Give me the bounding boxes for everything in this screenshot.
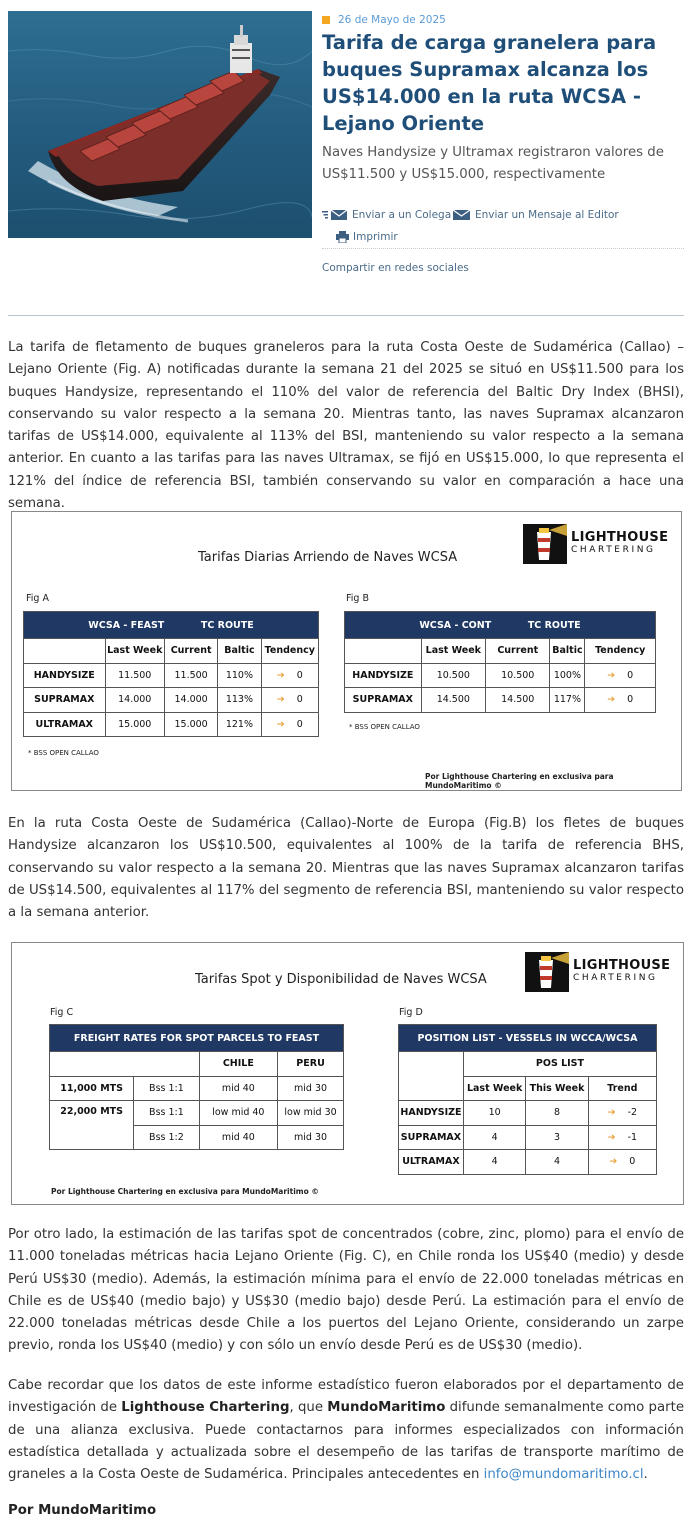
cell: 4: [463, 1150, 525, 1175]
fig-b-col: Tendency: [585, 639, 656, 664]
fig-a-col: Last Week: [105, 639, 164, 664]
send-editor-link[interactable]: [453, 209, 619, 221]
row-label: SUPRAMAX: [24, 688, 106, 713]
cell: 10.500: [486, 663, 550, 688]
row-label: 22,000 MTS: [50, 1101, 134, 1150]
arrow-right-icon: ➔: [276, 718, 285, 730]
fig-b-corner: [345, 639, 422, 664]
send-colleague-icon: [322, 209, 348, 221]
tendency-cell: [585, 688, 656, 713]
arrow-right-icon: ➔: [607, 1131, 616, 1143]
figure-daily-rates: [11, 511, 682, 791]
row-label: ULTRAMAX: [24, 712, 106, 737]
cell: 117%: [550, 688, 585, 713]
lighthouse-logo-icon: [523, 524, 567, 564]
row-label: ULTRAMAX: [399, 1150, 464, 1175]
cell: Bss 1:1: [134, 1076, 199, 1101]
tendency-cell: [585, 663, 656, 688]
fig-b-note: * BSS OPEN CALLAO: [349, 723, 420, 731]
fig-a-header-left: WCSA - FEAST: [88, 619, 165, 631]
p4-text: .: [643, 1467, 648, 1483]
cell: 14.000: [105, 688, 164, 713]
tendency-cell: [261, 712, 318, 737]
cell: 4: [463, 1125, 525, 1150]
fig-b-header-left: WCSA - CONT: [419, 619, 492, 631]
body-paragraph-4: [8, 1375, 684, 1486]
fig-c-col: CHILE: [199, 1052, 277, 1077]
cell: -2: [627, 1107, 638, 1119]
fig-a-col: Current: [164, 639, 217, 664]
fig-a-header: [24, 612, 319, 639]
cell: 10: [463, 1101, 525, 1126]
trend-cell: [588, 1125, 656, 1150]
arrow-right-icon: ➔: [607, 694, 616, 706]
table-row: [345, 663, 656, 688]
cell: 15.000: [105, 712, 164, 737]
table-row: [50, 1076, 344, 1101]
fig-d-col: This Week: [526, 1076, 588, 1101]
article-hero-image: [8, 11, 312, 238]
tendency-cell: [261, 663, 318, 688]
figure2-title: Tarifas Spot y Disponibilidad de Naves WCSA: [195, 972, 487, 987]
cell: mid 40: [199, 1076, 277, 1101]
article-date-text: 26 de Mayo de 2025: [338, 14, 446, 26]
mail-icon: [453, 209, 471, 221]
fig-d-table: [398, 1024, 657, 1175]
cell: 10.500: [421, 663, 485, 688]
trend-cell: [588, 1150, 656, 1175]
cell: 15.000: [164, 712, 217, 737]
row-label: 11,000 MTS: [50, 1076, 134, 1101]
cell: mid 30: [278, 1125, 344, 1150]
table-row: [399, 1150, 657, 1175]
row-label: SUPRAMAX: [345, 688, 422, 713]
cell: 3: [526, 1125, 588, 1150]
figure1-credit: Por Lighthouse Chartering en exclusiva para MundoMaritimo ©: [425, 772, 614, 790]
cell: 0: [296, 718, 303, 730]
fig-a-table: [23, 611, 319, 737]
cell: 0: [296, 694, 303, 706]
fig-c-table: [49, 1024, 344, 1150]
fig-c-label: Fig C: [50, 1007, 74, 1018]
table-row: [399, 1101, 657, 1126]
fig-b-col: Baltic: [550, 639, 585, 664]
row-label: SUPRAMAX: [399, 1125, 464, 1150]
cell: 8: [526, 1101, 588, 1126]
cell: Bss 1:1: [134, 1101, 199, 1126]
fig-d-col: Last Week: [463, 1076, 525, 1101]
lighthouse-logo: [523, 524, 668, 564]
fig-d-group: POS LIST: [463, 1052, 656, 1077]
cell: 14.500: [421, 688, 485, 713]
body-paragraph-1: La tarifa de fletamento de buques graneleros para la ruta Costa Oeste de Sudamérica (Callao) – Lejano Oriente (Fig. A) notificadas durante la semana 21 del 2025 se situó en US$11.500 para los buques Handysize, representando el 110% del valor de referencia del Baltic Dry Index (BHSI), conservando su valor respecto a la semana 20. Mientras tanto, las naves Supramax alcanzaron tarifas de US$14.000, equivalente al 113% del BSI, manteniendo su valor respecto a la semana anterior. En cuanto a las tarifas para las naves Ultramax, se fijó en US$15.000, lo que representa el 121% del índice de referencia BSI, también conservando su valor en comparación a hace una semana.: [8, 340, 684, 512]
logo-line1: LIGHTHOUSE: [571, 530, 669, 545]
lighthouse-logo-icon: [525, 952, 569, 992]
contact-email-link[interactable]: info@mundomaritimo.cl: [483, 1467, 644, 1483]
fig-a-col: Tendency: [261, 639, 318, 664]
mundomaritimo-name: MundoMaritimo: [327, 1400, 446, 1416]
article-date: [322, 14, 446, 26]
fig-b-col: Last Week: [421, 639, 485, 664]
send-colleague-label: Enviar a un Colega: [352, 209, 452, 221]
cell: 0: [627, 669, 634, 681]
table-row: [24, 688, 319, 713]
fig-c-col: PERU: [278, 1052, 344, 1077]
fig-d-col: Trend: [588, 1076, 656, 1101]
fig-d-corner: [399, 1052, 464, 1101]
table-row: [24, 663, 319, 688]
cell: 113%: [218, 688, 261, 713]
row-label: HANDYSIZE: [345, 663, 422, 688]
fig-a-label: Fig A: [26, 593, 49, 604]
row-label: HANDYSIZE: [24, 663, 106, 688]
fig-d-header: POSITION LIST - VESSELS IN WCCA/WCSA: [399, 1025, 657, 1052]
fig-c-corner: [50, 1052, 134, 1077]
print-label: Imprimir: [353, 231, 398, 243]
cell: mid 30: [278, 1076, 344, 1101]
tendency-cell: [261, 688, 318, 713]
cell: 121%: [218, 712, 261, 737]
trend-cell: [588, 1101, 656, 1126]
cell: 14.000: [164, 688, 217, 713]
lighthouse-chartering-name: Lighthouse Chartering: [121, 1400, 290, 1416]
arrow-right-icon: ➔: [276, 694, 285, 706]
table-row: [50, 1101, 344, 1126]
cell: 100%: [550, 663, 585, 688]
lighthouse-logo: [525, 952, 670, 992]
row-label: HANDYSIZE: [399, 1101, 464, 1126]
cell: 11.500: [164, 663, 217, 688]
fig-a-col: Baltic: [218, 639, 261, 664]
article-title: Tarifa de carga granelera para buques Supramax alcanza los US$14.000 en la ruta WCSA - Lejano Oriente: [322, 31, 657, 135]
cell: 14.500: [486, 688, 550, 713]
fig-c-header: FREIGHT RATES FOR SPOT PARCELS TO FEAST: [50, 1025, 344, 1052]
article-byline: Por MundoMaritimo: [8, 1503, 157, 1518]
fig-a-header-right: TC ROUTE: [200, 619, 254, 631]
arrow-right-icon: ➔: [276, 669, 285, 681]
fig-c-corner: [134, 1052, 199, 1077]
fig-d-label: Fig D: [399, 1007, 423, 1018]
fig-b-label: Fig B: [346, 593, 369, 604]
send-editor-label: Enviar un Mensaje al Editor: [475, 209, 619, 221]
fig-b-table: [344, 611, 656, 713]
figure-spot-rates: [11, 942, 684, 1205]
arrow-right-icon: ➔: [607, 669, 616, 681]
fig-a-corner: [24, 639, 106, 664]
fig-b-header-right: TC ROUTE: [527, 619, 581, 631]
arrow-right-icon: ➔: [607, 1107, 616, 1119]
print-link[interactable]: [336, 231, 398, 243]
table-row: [24, 712, 319, 737]
fig-b-header: [345, 612, 656, 639]
cell: low mid 30: [278, 1101, 344, 1126]
send-colleague-link[interactable]: [322, 209, 451, 221]
table-row: [399, 1125, 657, 1150]
cell: 110%: [218, 663, 261, 688]
figure1-title: Tarifas Diarias Arriendo de Naves WCSA: [198, 550, 458, 565]
logo-line2: CHARTERING: [571, 545, 656, 555]
cell: 0: [296, 669, 303, 681]
cell: mid 40: [199, 1125, 277, 1150]
p4-text: Cabe recordar que los datos de este informe estadístico fueron elaborados por el departamento de investigación de: [8, 1378, 684, 1416]
logo-line2: CHARTERING: [573, 973, 658, 983]
cell: -1: [627, 1131, 638, 1143]
figure2-credit: Por Lighthouse Chartering en exclusiva para MundoMaritimo ©: [51, 1187, 319, 1196]
fig-a-note: * BSS OPEN CALLAO: [28, 749, 99, 757]
arrow-right-icon: ➔: [609, 1156, 618, 1168]
date-marker-icon: [322, 16, 330, 24]
cell: 4: [526, 1150, 588, 1175]
cell: low mid 40: [199, 1101, 277, 1126]
body-paragraph-3: Por otro lado, la estimación de las tarifas spot de concentrados (cobre, zinc, plomo) para el envío de 11.000 toneladas métricas hacia Lejano Oriente (Fig. C), en Chile ronda los US$40 (medio) y desde Perú US$30 (medio). Además, la estimación mínima para el envío de 22.000 toneladas métricas en Chile es de US$40 (medio bajo) y US$30 (medio bajo) desde Perú. La estimación para el envío de 22.000 toneladas métricas desde Chile a los puertos del Lejano Oriente, considerando un zarpe previo, ronda los US$40 (medio) y con sólo un envío desde Perú es de US$30 (medio).: [8, 1227, 684, 1354]
share-divider: [322, 248, 684, 249]
share-social-link[interactable]: Compartir en redes sociales: [322, 262, 469, 274]
table-row: [345, 688, 656, 713]
article-subtitle: Naves Handysize y Ultramax registraron valores de US$11.500 y US$15.000, respectivamente: [322, 145, 664, 182]
fig-b-col: Current: [486, 639, 550, 664]
logo-line1: LIGHTHOUSE: [573, 958, 671, 973]
cell: 0: [627, 694, 634, 706]
body-paragraph-2: En la ruta Costa Oeste de Sudamérica (Callao)-Norte de Europa (Fig.B) los fletes de buques Handysize alcanzaron los US$10.500, equivalentes al 100% de la tarifa de referencia BHS, conservando su valor respecto a la semana 20. Mientras que las naves Supramax alcanzaron tarifas de US$14.500, equivalentes al 117% del segmento de referencia BSI, manteniendo su valor respecto a la semana anterior.: [8, 816, 684, 921]
section-divider: [8, 315, 684, 316]
cell: 0: [629, 1156, 636, 1168]
cell: 11.500: [105, 663, 164, 688]
p4-text: , que: [289, 1400, 328, 1416]
cell: Bss 1:2: [134, 1125, 199, 1150]
print-icon: [336, 231, 349, 243]
p4-text: difunde semanalmente como parte de una alianza exclusiva. Puede contactarnos para informes especializados con información estadística detallada y actualizada sobre el desempeño de las tarifas de transporte marítimo de graneles a la Costa Oeste de Sudamérica. Principales antecedentes en: [8, 1400, 684, 1483]
